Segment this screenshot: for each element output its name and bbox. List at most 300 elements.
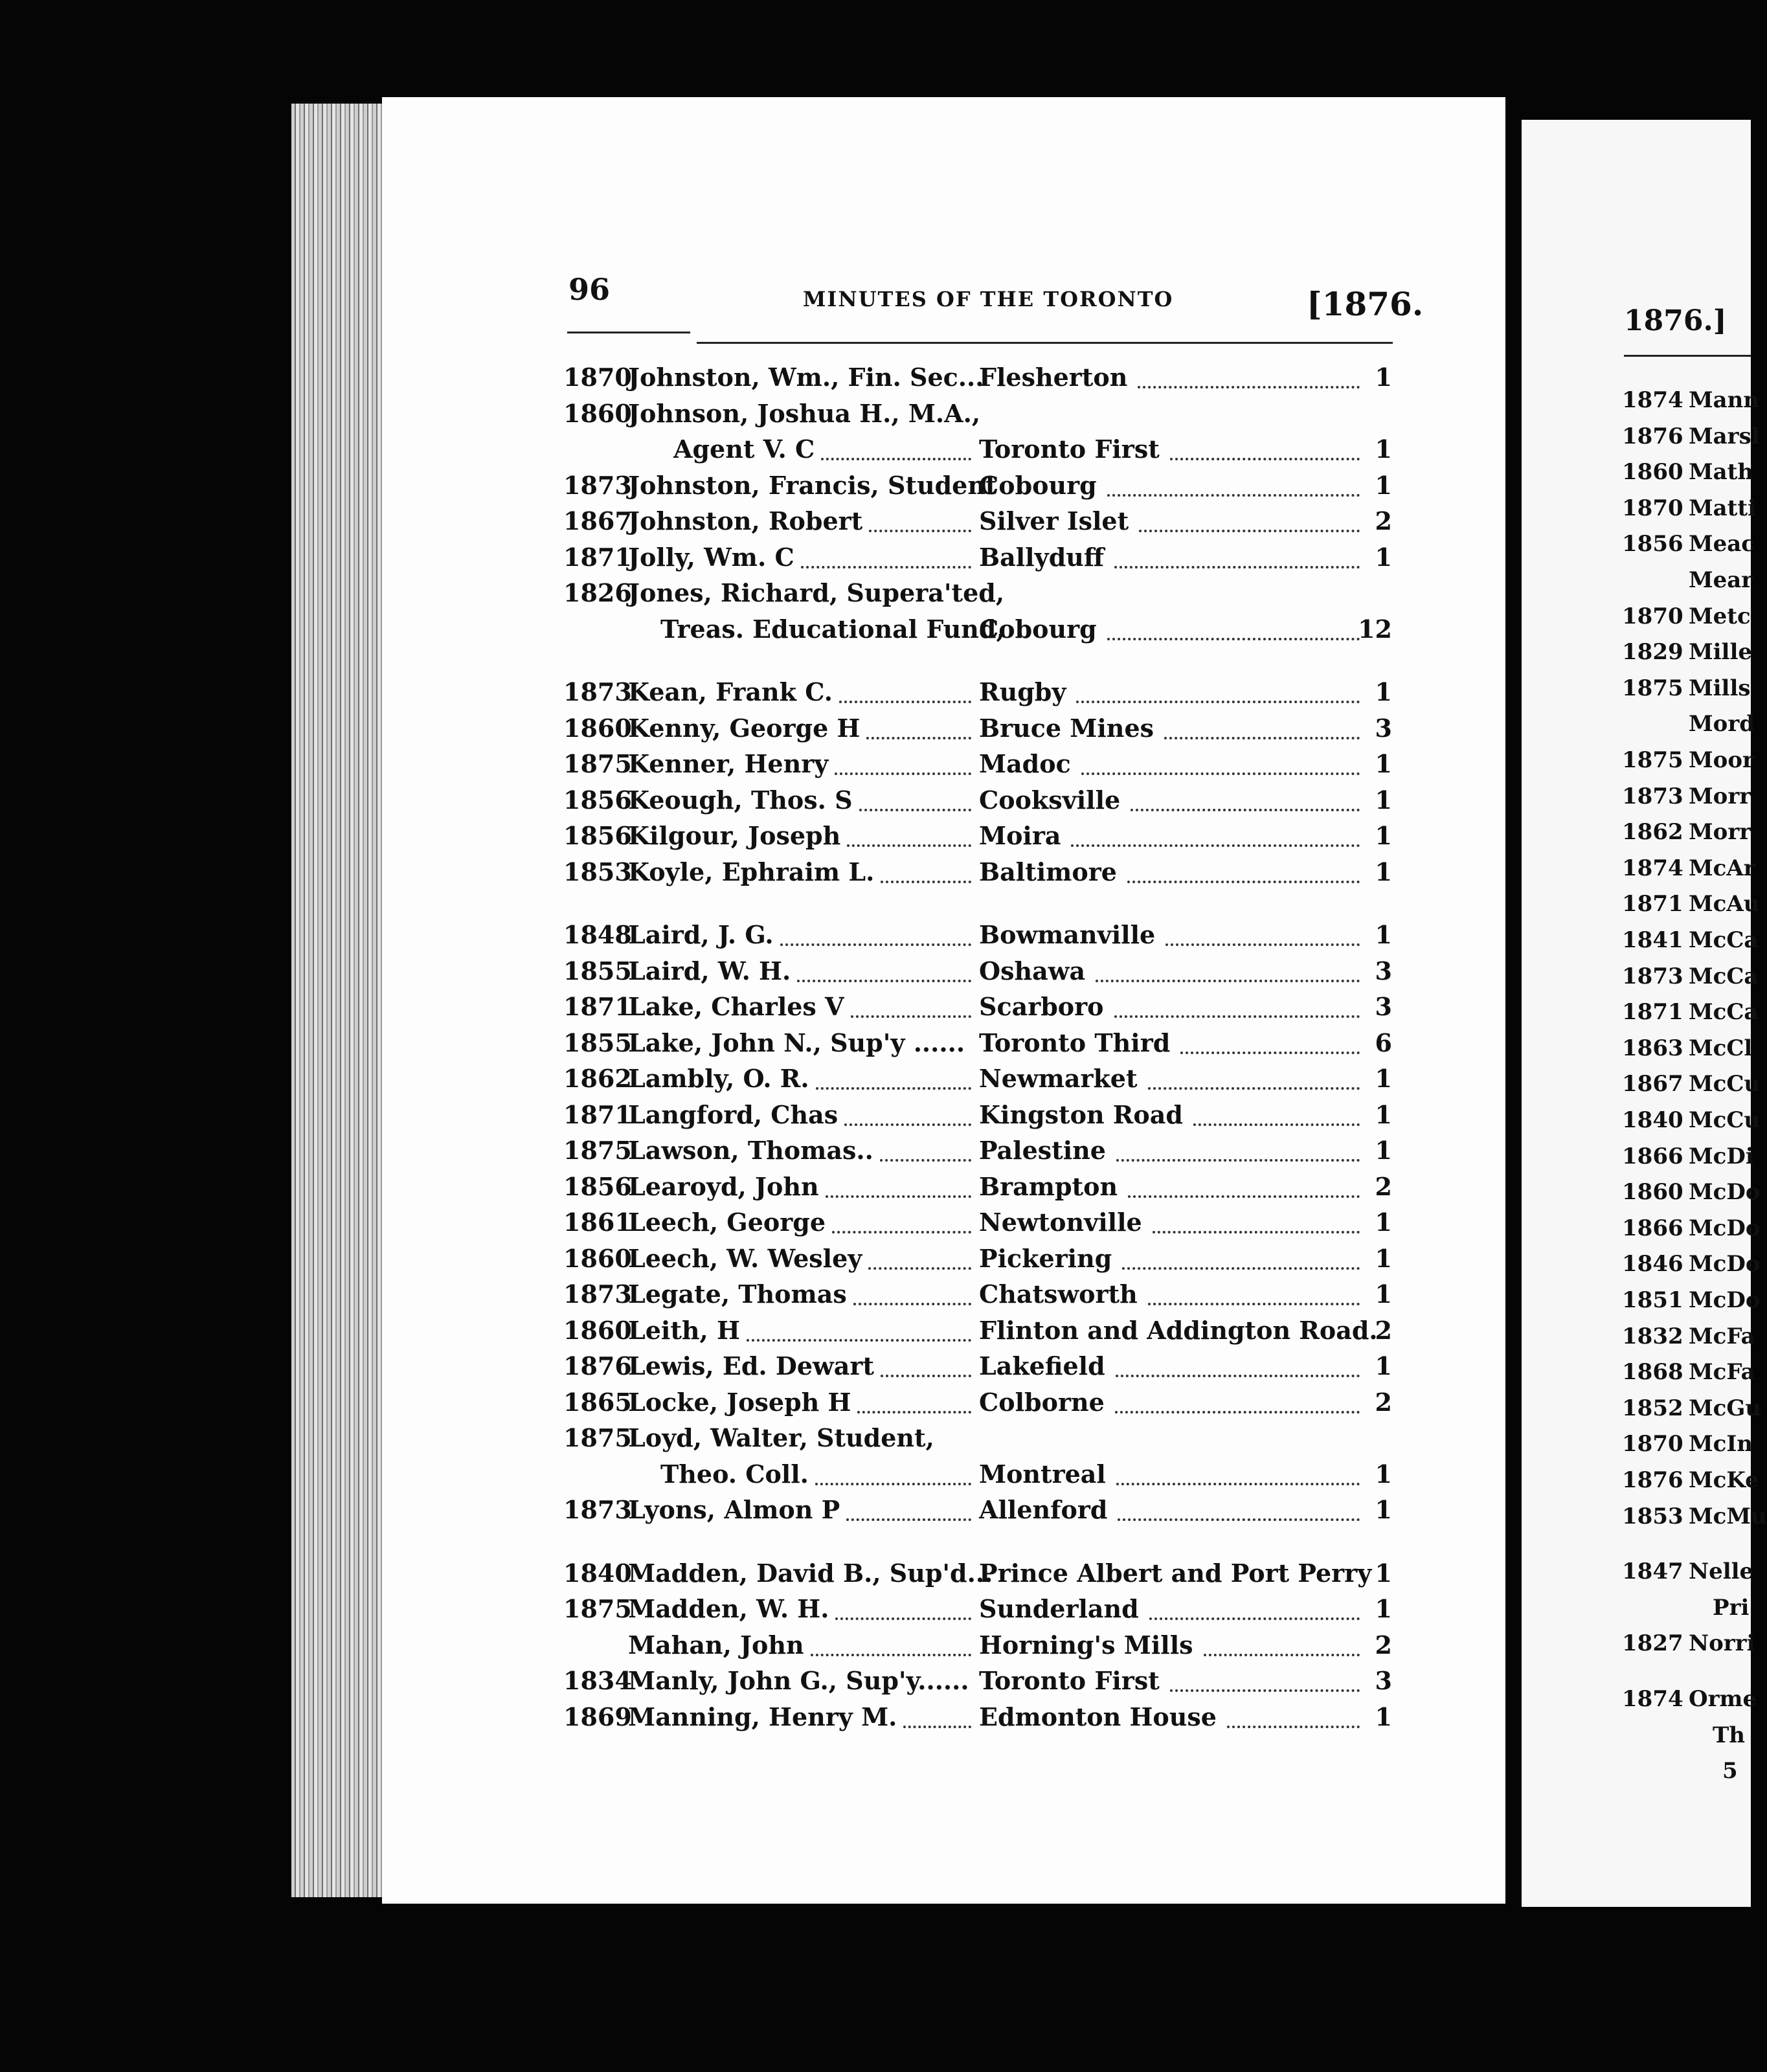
entry-year: 1860	[563, 1243, 632, 1273]
entry-count: 1	[1375, 1208, 1392, 1237]
dot-leader	[797, 980, 971, 982]
entry-row	[563, 1208, 1392, 1244]
entry-year: 1834	[563, 1666, 632, 1695]
right-entry-name: McIn	[1689, 1431, 1753, 1458]
right-entry-year: 1868	[1622, 1359, 1683, 1386]
entry-place: Lakefield	[979, 1351, 1105, 1380]
right-entry-year: 1860	[1622, 459, 1683, 486]
right-entry-name: 5	[1722, 1758, 1738, 1785]
entry-name: Keough, Thos. S	[628, 785, 853, 815]
entry-count: 1	[1375, 434, 1392, 464]
dot-leader	[880, 1159, 971, 1162]
entry-row	[563, 714, 1392, 750]
entry-year: 1870	[563, 363, 632, 392]
right-entry-name: McCa	[1689, 963, 1759, 989]
dot-leader	[1076, 701, 1360, 703]
entry-name: Kean, Frank C.	[628, 677, 833, 706]
entry-year: 1871	[563, 542, 632, 572]
dot-leader	[1107, 638, 1360, 640]
entry-row	[563, 1702, 1392, 1739]
entry-place: Montreal	[979, 1459, 1106, 1489]
entry-year: 1869	[563, 1702, 632, 1731]
entry-row	[563, 677, 1392, 714]
entry-year: 1860	[563, 1315, 632, 1345]
entry-name: Johnson, Joshua H., M.A.,	[628, 398, 981, 428]
entry-place: Baltimore	[979, 857, 1117, 886]
entry-year: 1840	[563, 1558, 632, 1588]
dot-leader	[835, 772, 971, 775]
right-entry-name: McDo	[1689, 1287, 1761, 1313]
entry-place: Newtonville	[979, 1208, 1142, 1237]
dot-leader	[815, 1483, 971, 1485]
right-entry-year: 1870	[1622, 603, 1683, 629]
right-entry-name: McFa	[1689, 1359, 1755, 1386]
entry-row	[563, 471, 1392, 507]
dot-leader	[811, 1654, 971, 1656]
entry-count: 2	[1375, 1315, 1392, 1345]
right-entry-name: McCa	[1689, 999, 1759, 1026]
entry-row	[563, 1388, 1392, 1424]
dot-leader	[780, 943, 971, 946]
entry-row	[563, 1666, 1392, 1702]
entry-year: 1865	[563, 1387, 632, 1417]
running-title: MINUTES OF THE TORONTO	[803, 287, 1174, 311]
entry-year: 1848	[563, 920, 632, 949]
dot-leader	[835, 1617, 971, 1620]
entry-name: Laird, J. G.	[628, 920, 774, 949]
entry-place: Ballyduff	[979, 542, 1105, 572]
entry-name: Koyle, Ephraim L.	[628, 857, 875, 886]
entry-place: Palestine	[979, 1136, 1106, 1165]
entry-count: 1	[1375, 1279, 1392, 1309]
entry-row	[563, 1495, 1392, 1531]
entry-name: Lewis, Ed. Dewart	[628, 1351, 874, 1380]
right-entry-name: McAr	[1689, 855, 1755, 881]
entry-year: 1861	[563, 1208, 632, 1237]
dot-leader	[1128, 1195, 1360, 1198]
entry-row	[563, 434, 1392, 471]
right-entry-year: 1873	[1622, 963, 1683, 989]
entry-place: Prince Albert and Port Perry	[979, 1558, 1372, 1588]
right-entry-name: McKe	[1689, 1467, 1759, 1493]
right-entry-name: McDi	[1689, 1143, 1754, 1169]
entry-row	[563, 992, 1392, 1028]
right-entry-year: 1847	[1622, 1559, 1683, 1585]
right-entry-year: 1874	[1622, 1686, 1683, 1712]
dot-leader	[1096, 980, 1360, 982]
dot-leader	[1115, 1411, 1360, 1413]
dot-leader	[1127, 881, 1360, 883]
entry-name: Lake, Charles V	[628, 992, 844, 1021]
entry-count: 2	[1375, 1630, 1392, 1660]
right-entry-name: McCa	[1689, 927, 1759, 953]
entry-place: Newmarket	[979, 1064, 1138, 1093]
dot-leader	[851, 1015, 971, 1018]
right-entry-name: McCl	[1689, 1035, 1753, 1061]
right-entry-name: Metc	[1689, 603, 1751, 629]
entry-row	[563, 1630, 1392, 1667]
entry-place: Flesherton	[979, 363, 1128, 392]
dot-leader	[1153, 1231, 1360, 1233]
dot-leader	[832, 1231, 971, 1233]
entry-year: 1871	[563, 992, 632, 1021]
dot-leader	[881, 1375, 971, 1377]
entry-count: 1	[1375, 920, 1392, 949]
entry-count: 1	[1375, 1136, 1392, 1165]
dot-leader	[1116, 1483, 1360, 1485]
dot-leader	[853, 1303, 971, 1305]
entry-row	[563, 543, 1392, 579]
dot-leader	[1138, 386, 1360, 388]
entry-place: Toronto First	[979, 1666, 1160, 1695]
right-entry-name: Marsl	[1689, 423, 1760, 449]
dot-leader	[801, 566, 971, 569]
entry-place: Bruce Mines	[979, 713, 1154, 743]
entry-year: 1862	[563, 1064, 632, 1093]
entry-row	[563, 1279, 1392, 1316]
dot-leader	[859, 809, 971, 811]
entry-place: Cooksville	[979, 785, 1121, 815]
entry-row	[563, 1459, 1392, 1496]
entry-count: 1	[1375, 1594, 1392, 1623]
right-entry-name: McFa	[1689, 1323, 1755, 1349]
entry-count: 12	[1358, 614, 1392, 644]
entry-count: 1	[1375, 749, 1392, 778]
dot-leader	[857, 1411, 971, 1413]
entry-place: Toronto Third	[979, 1028, 1171, 1057]
entry-name: Agent V. C	[673, 434, 815, 464]
entry-year: 1873	[563, 470, 632, 500]
entry-name: Johnston, Wm., Fin. Sec...	[628, 363, 984, 392]
entry-row	[563, 1100, 1392, 1136]
entry-count: 1	[1375, 1351, 1392, 1380]
right-entry-name: McCu	[1689, 1107, 1761, 1133]
right-entry-name: Mord	[1689, 711, 1755, 738]
right-header-year: 1876.]	[1624, 304, 1727, 337]
right-entry-year: 1862	[1622, 819, 1683, 846]
dot-leader	[847, 844, 971, 847]
entry-count: 1	[1375, 857, 1392, 886]
dot-leader	[1170, 1689, 1360, 1692]
entry-year: 1875	[563, 749, 632, 778]
right-entry-year: 1846	[1622, 1251, 1683, 1278]
entry-year: 1855	[563, 1028, 632, 1057]
entry-row	[563, 1172, 1392, 1208]
right-entry-name: Norri	[1689, 1630, 1755, 1657]
entry-count: 3	[1375, 956, 1392, 985]
entry-place: Silver Islet	[979, 506, 1129, 535]
right-entry-year: 1841	[1622, 927, 1683, 953]
dot-leader	[1148, 1087, 1360, 1090]
entry-place: Toronto First	[979, 434, 1160, 464]
right-entry-year: 1829	[1622, 639, 1683, 666]
right-entry-year: 1827	[1622, 1630, 1683, 1657]
right-entry-year: 1840	[1622, 1107, 1683, 1133]
entry-count: 1	[1375, 1459, 1392, 1489]
right-entry-name: McMu	[1689, 1503, 1767, 1529]
entry-name: Leith, H	[628, 1315, 740, 1345]
entry-name: Mahan, John	[628, 1630, 804, 1660]
entry-row	[563, 578, 1392, 614]
entry-count: 2	[1375, 506, 1392, 535]
entry-place: Edmonton House	[979, 1702, 1217, 1731]
entry-name: Theo. Coll.	[660, 1459, 809, 1489]
right-entry-name: Nelle	[1689, 1559, 1754, 1585]
right-entry-year: 1874	[1622, 387, 1683, 413]
entry-row	[563, 1316, 1392, 1352]
entry-count: 1	[1375, 1702, 1392, 1731]
dot-leader	[1148, 1303, 1360, 1305]
entry-count: 1	[1375, 1099, 1392, 1129]
entry-count: 3	[1375, 992, 1392, 1021]
entry-place: Brampton	[979, 1171, 1118, 1201]
dot-leader	[869, 530, 971, 532]
entry-row	[563, 1423, 1392, 1459]
right-header-rule	[1624, 355, 1751, 357]
entry-row	[563, 920, 1392, 956]
entry-name: Madden, David B., Sup'd...	[628, 1558, 993, 1588]
dot-leader	[881, 881, 971, 883]
entry-count: 3	[1375, 1666, 1392, 1695]
right-entry-name: McAu	[1689, 891, 1760, 918]
right-entry-year: 1875	[1622, 675, 1683, 701]
entry-row	[563, 956, 1392, 993]
dot-leader	[1116, 1159, 1360, 1162]
dot-leader	[1071, 844, 1360, 847]
header-rule-left	[567, 332, 690, 333]
dot-leader	[1164, 737, 1360, 739]
entry-count: 2	[1375, 1387, 1392, 1417]
right-entry-year: 1875	[1622, 747, 1683, 773]
entry-name: Lambly, O. R.	[628, 1064, 809, 1093]
right-entry-year: 1832	[1622, 1323, 1683, 1349]
entry-count: 1	[1375, 1064, 1392, 1093]
entry-row	[563, 785, 1392, 822]
entry-year: 1853	[563, 857, 632, 886]
entry-name: Jones, Richard, Supera'ted,	[628, 578, 1005, 607]
entry-count: 1	[1375, 785, 1392, 815]
entry-row	[563, 1136, 1392, 1172]
entry-year: 1871	[563, 1099, 632, 1129]
entry-name: Lake, John N., Sup'y ......	[628, 1028, 965, 1057]
dot-leader	[1081, 772, 1360, 775]
right-entry-year: 1876	[1622, 423, 1683, 449]
entry-name: Lyons, Almon P	[628, 1495, 840, 1524]
entry-place: Colborne	[979, 1387, 1105, 1417]
entry-name: Lawson, Thomas..	[628, 1136, 873, 1165]
right-entry-name: Meac	[1689, 531, 1755, 557]
right-entry-year: 1876	[1622, 1467, 1683, 1493]
page-number: 96	[568, 272, 611, 307]
entry-name: Leech, George	[628, 1208, 826, 1237]
entry-count: 3	[1375, 713, 1392, 743]
entry-place: Chatsworth	[979, 1279, 1138, 1309]
entry-name: Leech, W. Wesley	[628, 1243, 862, 1273]
right-entry-year: 1871	[1622, 891, 1683, 918]
entry-row	[563, 821, 1392, 857]
entry-place: Oshawa	[979, 956, 1086, 985]
entry-count: 1	[1375, 1243, 1392, 1273]
right-entry-year: 1870	[1622, 495, 1683, 521]
entry-count: 2	[1375, 1171, 1392, 1201]
right-entry-name: McDo	[1689, 1215, 1761, 1241]
entry-name: Langford, Chas	[628, 1099, 838, 1129]
right-entry-name: Orme	[1689, 1686, 1757, 1712]
entry-row	[563, 1064, 1392, 1100]
entry-count: 1	[1375, 821, 1392, 850]
right-entry-year: 1870	[1622, 1431, 1683, 1458]
right-entry-year: 1852	[1622, 1395, 1683, 1421]
dot-leader	[1139, 530, 1360, 532]
entry-row	[563, 749, 1392, 785]
right-entry-name: Pri	[1713, 1594, 1750, 1621]
right-entry-name: Morr	[1689, 819, 1751, 846]
entry-count: 1	[1375, 363, 1392, 392]
entry-count: 6	[1375, 1028, 1392, 1057]
entry-name: Johnston, Francis, Student	[628, 470, 997, 500]
entry-row	[563, 1594, 1392, 1630]
entry-row	[563, 857, 1392, 894]
right-entry-year: 1860	[1622, 1179, 1683, 1206]
dot-leader	[1180, 1052, 1360, 1054]
right-entry-year: 1863	[1622, 1035, 1683, 1061]
entry-year: 1856	[563, 821, 632, 850]
entry-year: 1873	[563, 1279, 632, 1309]
entry-count: 1	[1375, 1495, 1392, 1524]
right-entry-year: 1853	[1622, 1503, 1683, 1529]
entry-place: Sunderland	[979, 1594, 1139, 1623]
entry-name: Madden, W. H.	[628, 1594, 829, 1623]
entry-place: Cobourg	[979, 470, 1097, 500]
right-entry-year: 1866	[1622, 1143, 1683, 1169]
entry-name: Treas. Educational Fund,	[660, 614, 1005, 644]
entry-name: Locke, Joseph H	[628, 1387, 851, 1417]
entry-name: Manly, John G., Sup'y......	[628, 1666, 969, 1695]
right-entry-name: McCu	[1689, 1071, 1761, 1098]
right-entry-year: 1856	[1622, 531, 1683, 557]
entry-place: Horning's Mills	[979, 1630, 1193, 1660]
dot-leader	[747, 1339, 971, 1342]
dot-leader	[1149, 1617, 1360, 1620]
dot-leader	[1114, 566, 1360, 569]
entry-year: 1856	[563, 785, 632, 815]
entry-row	[563, 399, 1392, 435]
dot-leader	[868, 1267, 971, 1270]
entry-row	[563, 1244, 1392, 1280]
entry-count: 1	[1375, 470, 1392, 500]
dot-leader	[846, 1518, 971, 1521]
dot-leader	[844, 1123, 971, 1126]
entry-row	[563, 614, 1392, 651]
entry-name: Johnston, Robert	[628, 506, 863, 535]
entry-name: Laird, W. H.	[628, 956, 791, 985]
right-entry-year: 1874	[1622, 855, 1683, 881]
header-rule-right	[697, 342, 1393, 344]
dot-leader	[1118, 1518, 1360, 1521]
entry-name: Manning, Henry M.	[628, 1702, 897, 1731]
right-entry-year: 1851	[1622, 1287, 1683, 1313]
entry-count: 1	[1375, 1558, 1392, 1588]
entry-year: 1826	[563, 578, 632, 607]
entry-year: 1876	[563, 1351, 632, 1380]
entry-name: Kilgour, Joseph	[628, 821, 841, 850]
entry-count: 1	[1375, 542, 1392, 572]
entry-year: 1867	[563, 506, 632, 535]
entry-place: Pickering	[979, 1243, 1112, 1273]
dot-leader	[826, 1195, 971, 1198]
entry-row	[563, 506, 1392, 543]
book-page-edges	[291, 104, 382, 1897]
right-entry-name: Mear	[1689, 567, 1753, 593]
entry-place: Allenford	[979, 1495, 1108, 1524]
dot-leader	[1193, 1123, 1360, 1126]
entry-name: Loyd, Walter, Student,	[628, 1423, 934, 1452]
dot-leader	[1165, 943, 1360, 946]
right-entry-year: 1871	[1622, 999, 1683, 1026]
right-entry-year: 1867	[1622, 1071, 1683, 1098]
right-entry-name: Mille	[1689, 639, 1753, 666]
entry-name: Learoyd, John	[628, 1171, 819, 1201]
entry-place: Madoc	[979, 749, 1071, 778]
entry-year: 1860	[563, 713, 632, 743]
dot-leader	[1131, 809, 1360, 811]
entry-year: 1873	[563, 677, 632, 706]
entry-name: Legate, Thomas	[628, 1279, 847, 1309]
entry-name: Kenner, Henry	[628, 749, 829, 778]
dot-leader	[1116, 1375, 1360, 1377]
entry-place: Kingston Road	[979, 1099, 1183, 1129]
right-entry-name: McGu	[1689, 1395, 1762, 1421]
dot-leader	[1114, 1015, 1360, 1018]
entry-row	[563, 1559, 1392, 1595]
dot-leader	[839, 701, 971, 703]
entry-place: Rugby	[979, 677, 1066, 706]
dot-leader	[866, 737, 971, 739]
entry-year: 1875	[563, 1423, 632, 1452]
dot-leader	[821, 458, 971, 460]
entry-year: 1875	[563, 1594, 632, 1623]
entry-year: 1873	[563, 1495, 632, 1524]
entry-name: Kenny, George H	[628, 713, 861, 743]
dot-leader	[1170, 458, 1360, 460]
header-year: [1876.	[1307, 285, 1424, 323]
right-entry-name: Moor	[1689, 747, 1754, 773]
entry-year: 1855	[563, 956, 632, 985]
entry-name: Jolly, Wm. C	[628, 542, 794, 572]
right-entry-name: Th	[1713, 1722, 1746, 1748]
right-entry-name: Matti	[1689, 495, 1756, 521]
dot-leader	[1227, 1726, 1360, 1728]
entry-place: Cobourg	[979, 614, 1097, 644]
entry-year: 1875	[563, 1136, 632, 1165]
dot-leader	[816, 1087, 971, 1090]
dot-leader	[903, 1726, 971, 1728]
entry-place: Scarboro	[979, 992, 1104, 1021]
dot-leader	[1204, 1654, 1360, 1656]
entry-count: 1	[1375, 677, 1392, 706]
entry-row	[563, 1028, 1392, 1064]
dot-leader	[1107, 494, 1360, 497]
entry-year: 1860	[563, 398, 632, 428]
right-entry-year: 1873	[1622, 783, 1683, 809]
right-entry-name: McDo	[1689, 1251, 1761, 1278]
dot-leader	[1122, 1267, 1360, 1270]
right-entry-year: 1866	[1622, 1215, 1683, 1241]
entry-place: Moira	[979, 821, 1061, 850]
right-entry-name: McDo	[1689, 1179, 1761, 1206]
entry-place: Bowmanville	[979, 920, 1156, 949]
entry-row	[563, 363, 1392, 399]
